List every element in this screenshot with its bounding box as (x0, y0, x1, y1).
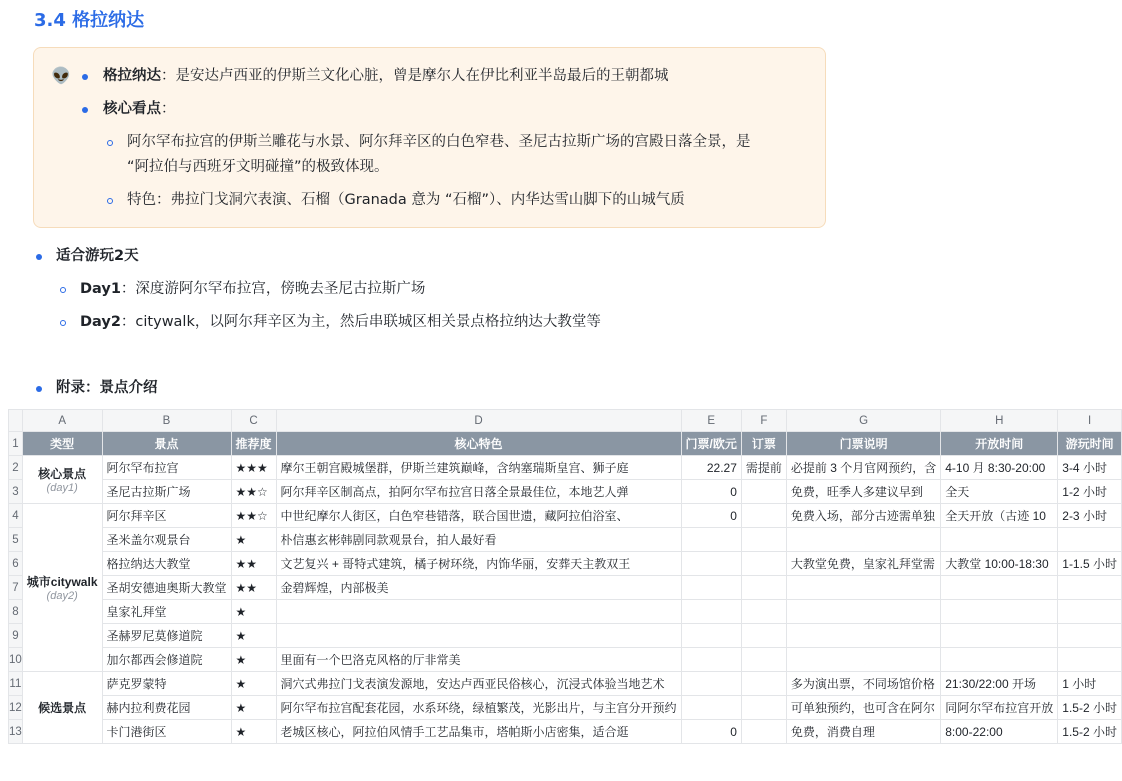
table-cell[interactable] (941, 624, 1058, 648)
table-cell[interactable] (786, 648, 940, 672)
column-letter[interactable]: D (276, 410, 681, 432)
table-cell[interactable] (786, 600, 940, 624)
category-name: 候选景点 (38, 701, 87, 715)
table-row (9, 600, 1122, 624)
appendix-title: 附录：景点介绍 (56, 380, 158, 396)
category-name: 城市citywalk (26, 575, 98, 589)
table-cell[interactable]: 1.5-2 小时 (1058, 720, 1122, 744)
table-cell[interactable]: 1.5-2 小时 (1058, 696, 1122, 720)
table-cell[interactable] (741, 672, 786, 696)
table-cell[interactable] (681, 600, 741, 624)
header-cell[interactable]: 门票说明 (786, 432, 940, 456)
table-row (9, 672, 1122, 696)
spreadsheet[interactable] (8, 409, 1117, 781)
table-row (9, 648, 1122, 672)
day1-line: Day1：深度游阿尔罕布拉宫，傍晚去圣尼古拉斯广场 (80, 281, 426, 297)
table-cell[interactable] (941, 648, 1058, 672)
table-row (9, 696, 1122, 720)
table-row (9, 720, 1122, 744)
table-cell[interactable]: ★ (231, 624, 276, 648)
table-cell[interactable] (786, 624, 940, 648)
column-letter[interactable]: A (22, 410, 102, 432)
table-cell[interactable]: 老城区核心，阿拉伯风情手工艺品集市，塔帕斯小店密集，适合逛 (276, 720, 681, 744)
table-cell[interactable]: 需提前 (741, 456, 786, 480)
table-cell[interactable]: 皇家礼拜堂 (102, 600, 231, 624)
table-cell[interactable]: 圣尼古拉斯广场 (102, 480, 231, 504)
table-cell[interactable]: ★ (231, 672, 276, 696)
table-cell[interactable] (741, 624, 786, 648)
table-row (9, 528, 1122, 552)
column-letter[interactable]: G (786, 410, 940, 432)
header-cell[interactable]: 游玩时间 (1058, 432, 1122, 456)
table-cell[interactable]: 22.27 (681, 456, 741, 480)
table-cell[interactable] (741, 720, 786, 744)
table-cell[interactable]: 1-1.5 小时 (1058, 552, 1122, 576)
table-cell[interactable] (1058, 648, 1122, 672)
table-cell[interactable]: 文艺复兴 + 哥特式建筑，橘子树环绕，内饰华丽，安葬天主教双王 (276, 552, 681, 576)
row-number[interactable]: 10 (9, 648, 23, 672)
category-day: (day1) (46, 482, 78, 494)
table-cell[interactable]: 3-4 小时 (1058, 456, 1122, 480)
row-number[interactable]: 7 (9, 576, 23, 600)
bullet-icon (36, 386, 42, 392)
callout-box (33, 47, 826, 228)
row-number[interactable]: 9 (9, 624, 23, 648)
table-cell[interactable] (681, 672, 741, 696)
header-row (9, 432, 1122, 456)
table-cell[interactable]: 免费，消费自理 (786, 720, 940, 744)
row-number[interactable]: 3 (9, 480, 23, 504)
table-cell[interactable]: 必提前 3 个月官网预约，含 (786, 456, 940, 480)
table-cell[interactable] (1058, 624, 1122, 648)
highlight-item-1-line-2: “阿拉伯与西班牙文明碰撞”的极致体现。 (127, 159, 389, 175)
table-cell[interactable]: ★★☆ (231, 504, 276, 528)
table-cell[interactable]: 摩尔王朝宫殿城堡群，伊斯兰建筑巅峰，含纳塞瑞斯皇宫、狮子庭 (276, 456, 681, 480)
category-name: 核心景点 (38, 467, 87, 481)
table-cell[interactable] (681, 648, 741, 672)
table-cell[interactable]: 同阿尔罕布拉宫开放 (941, 696, 1058, 720)
table-cell[interactable]: 大教堂 10:00-18:30 (941, 552, 1058, 576)
table-cell[interactable] (741, 480, 786, 504)
row-number[interactable]: 13 (9, 720, 23, 744)
table-cell[interactable]: ★ (231, 528, 276, 552)
table-cell[interactable]: ★★★ (231, 456, 276, 480)
table-cell[interactable] (276, 624, 681, 648)
table-cell[interactable] (276, 600, 681, 624)
table-cell[interactable] (681, 624, 741, 648)
table-cell[interactable]: 0 (681, 480, 741, 504)
column-letter[interactable]: F (741, 410, 786, 432)
table-cell[interactable] (681, 528, 741, 552)
row-number[interactable]: 4 (9, 504, 23, 528)
table-cell[interactable]: 阿尔罕布拉宫配套花园，水系环绕，绿植繁茂，光影出片，与主宫分开预约 (276, 696, 681, 720)
category-cell[interactable] (22, 456, 102, 504)
table-cell[interactable] (681, 696, 741, 720)
table-cell[interactable] (741, 696, 786, 720)
table-cell[interactable]: 全天开放（古迹 10 (941, 504, 1058, 528)
sub-bullet-icon (107, 140, 113, 146)
header-cell[interactable]: 订票 (741, 432, 786, 456)
column-letter[interactable]: B (102, 410, 231, 432)
row-number[interactable]: 2 (9, 456, 23, 480)
table-cell[interactable]: 21:30/22:00 开场 (941, 672, 1058, 696)
table-cell[interactable]: 加尔都西会修道院 (102, 648, 231, 672)
table-row (9, 480, 1122, 504)
table-cell[interactable]: 圣胡安德迪奥斯大教堂 (102, 576, 231, 600)
table-cell[interactable]: 全天 (941, 480, 1058, 504)
header-cell[interactable]: 核心特色 (276, 432, 681, 456)
bullet-icon (82, 107, 88, 113)
alien-emoji-icon: 👽 (51, 66, 71, 85)
table-cell[interactable]: 大教堂免费，皇家礼拜堂需 (786, 552, 940, 576)
row-number[interactable]: 5 (9, 528, 23, 552)
table-cell[interactable]: 中世纪摩尔人街区，白色窄巷错落，联合国世遗，藏阿拉伯浴室、 (276, 504, 681, 528)
table-cell[interactable]: 卡门港街区 (102, 720, 231, 744)
table-cell[interactable]: 免费入场，部分古迹需单独 (786, 504, 940, 528)
column-letter[interactable]: E (681, 410, 741, 432)
table-cell[interactable]: 阿尔罕布拉宫 (102, 456, 231, 480)
table-cell[interactable] (741, 576, 786, 600)
table-cell[interactable]: ★★☆ (231, 480, 276, 504)
table-cell[interactable]: 4-10 月 8:30-20:00 (941, 456, 1058, 480)
table-cell[interactable]: 阿尔拜辛区制高点，拍阿尔罕布拉宫日落全景最佳位，本地艺人弹 (276, 480, 681, 504)
table-cell[interactable] (681, 576, 741, 600)
table-cell[interactable]: 萨克罗蒙特 (102, 672, 231, 696)
sub-bullet-icon (60, 287, 66, 293)
header-cell[interactable]: 门票/欧元 (681, 432, 741, 456)
row-number[interactable]: 6 (9, 552, 23, 576)
highlight-item-1-line-1: 阿尔罕布拉宫的伊斯兰雕花与水景、阿尔拜辛区的白色窄巷、圣尼古拉斯广场的宫殿日落全景，是 (127, 134, 751, 150)
sub-bullet-icon (60, 320, 66, 326)
plan-title: 适合游玩2天 (56, 248, 139, 264)
table-cell[interactable]: 可单独预约，也可含在阿尔 (786, 696, 940, 720)
table-cell[interactable] (941, 528, 1058, 552)
table-row (9, 504, 1122, 528)
sub-bullet-icon (107, 198, 113, 204)
section-heading: 3.4 格拉纳达 (34, 10, 145, 31)
table-row (9, 576, 1122, 600)
table-cell[interactable]: 里面有一个巴洛克风格的厅非常美 (276, 648, 681, 672)
table-cell[interactable] (786, 576, 940, 600)
spreadsheet-grid[interactable] (8, 409, 1122, 744)
table-cell[interactable]: 阿尔拜辛区 (102, 504, 231, 528)
table-cell[interactable]: 赫内拉利费花园 (102, 696, 231, 720)
table-cell[interactable]: 金碧辉煌，内部极美 (276, 576, 681, 600)
intro-bold: 格拉纳达 (103, 68, 161, 84)
table-cell[interactable]: 2-3 小时 (1058, 504, 1122, 528)
table-cell[interactable]: 0 (681, 504, 741, 528)
table-cell[interactable] (741, 648, 786, 672)
table-row (9, 552, 1122, 576)
intro-text: ：是安达卢西亚的伊斯兰文化心脏，曾是摩尔人在伊比利亚半岛最后的王朝都城 (161, 68, 669, 84)
column-letter-row (9, 410, 1122, 432)
bullet-icon (36, 254, 42, 260)
category-cell[interactable] (22, 504, 102, 672)
table-cell[interactable]: ★ (231, 696, 276, 720)
highlights-line: 核心看点： (103, 101, 176, 117)
table-cell[interactable]: 圣米盖尔观景台 (102, 528, 231, 552)
column-letter[interactable]: H (941, 410, 1058, 432)
table-cell[interactable] (741, 600, 786, 624)
table-cell[interactable]: 1-2 小时 (1058, 480, 1122, 504)
corner-cell[interactable] (9, 410, 23, 432)
table-cell[interactable] (681, 552, 741, 576)
row-number[interactable]: 12 (9, 696, 23, 720)
table-cell[interactable] (1058, 600, 1122, 624)
table-cell[interactable]: ★★ (231, 576, 276, 600)
day2-line: Day2：citywalk，以阿尔拜辛区为主，然后串联城区相关景点格拉纳达大教堂等 (80, 314, 601, 330)
table-cell[interactable]: 0 (681, 720, 741, 744)
table-cell[interactable]: 免费，旺季人多建议早到 (786, 480, 940, 504)
table-cell[interactable] (741, 528, 786, 552)
row-number[interactable]: 11 (9, 672, 23, 696)
intro-line (103, 66, 669, 86)
table-cell[interactable] (741, 504, 786, 528)
table-cell[interactable] (1058, 576, 1122, 600)
column-letter[interactable]: C (231, 410, 276, 432)
category-cell[interactable] (22, 672, 102, 744)
highlight-item-2: 特色：弗拉门戈洞穴表演、石榴（Granada 意为 “石榴”）、内华达雪山脚下的山城气质 (127, 192, 685, 208)
highlights-label: 核心看点 (103, 101, 161, 117)
table-cell[interactable]: ★★ (231, 552, 276, 576)
table-cell[interactable]: 8:00-22:00 (941, 720, 1058, 744)
table-cell[interactable] (786, 528, 940, 552)
category-day: (day2) (46, 590, 78, 602)
table-cell[interactable] (941, 576, 1058, 600)
table-cell[interactable]: ★ (231, 720, 276, 744)
row-number[interactable]: 8 (9, 600, 23, 624)
table-cell[interactable] (941, 600, 1058, 624)
header-cell[interactable]: 推荐度 (231, 432, 276, 456)
header-cell[interactable]: 开放时间 (941, 432, 1058, 456)
bullet-icon (82, 74, 88, 80)
table-cell[interactable]: ★ (231, 600, 276, 624)
row-number[interactable]: 1 (9, 432, 23, 456)
header-cell[interactable]: 类型 (22, 432, 102, 456)
table-cell[interactable]: 洞穴式弗拉门戈表演发源地，安达卢西亚民俗核心，沉浸式体验当地艺术 (276, 672, 681, 696)
column-letter[interactable]: I (1058, 410, 1122, 432)
table-row (9, 456, 1122, 480)
table-cell[interactable]: ★ (231, 648, 276, 672)
table-row (9, 624, 1122, 648)
table-cell[interactable]: 圣赫罗尼莫修道院 (102, 624, 231, 648)
table-cell[interactable] (1058, 528, 1122, 552)
table-cell[interactable]: 1 小时 (1058, 672, 1122, 696)
header-cell[interactable]: 景点 (102, 432, 231, 456)
table-cell[interactable]: 多为演出票，不同场馆价格 (786, 672, 940, 696)
table-cell[interactable]: 朴信惠玄彬韩剧同款观景台，拍人最好看 (276, 528, 681, 552)
table-cell[interactable]: 格拉纳达大教堂 (102, 552, 231, 576)
table-cell[interactable] (741, 552, 786, 576)
